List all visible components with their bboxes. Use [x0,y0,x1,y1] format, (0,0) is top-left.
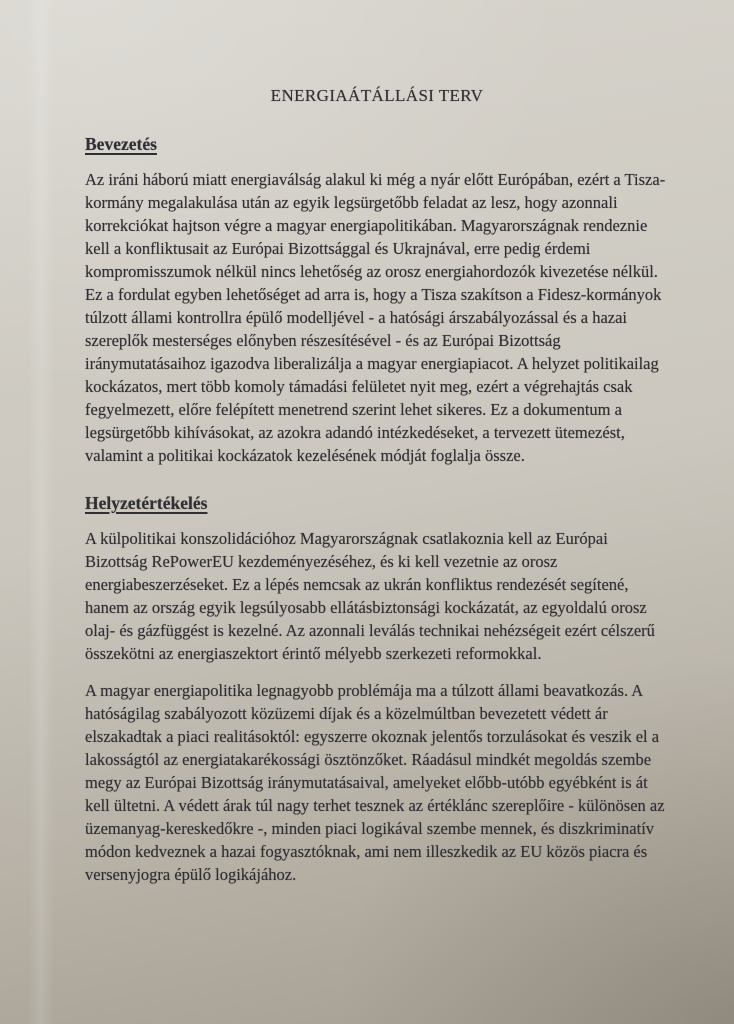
paragraph-helyzetertekeles-2: A magyar energiapolitika legnagyobb problémája ma a túlzott állami beavatkozás. A hatóságilag szabályozott közüzemi díjak és a közelmúltban bevezetett védett ár elszakadtak a piaci realitásoktól: egyszerre okoznak jelentős torzulásokat és veszik el a lakosságtól az energiatakarékossági ösztönzőket. Ráadásul mindkét megoldás szembe megy az Európai Bizottság iránymutatásaival, amelyeket előbb-utóbb egyébként is át kell ültetni. A védett árak túl nagy terhet tesznek az értéklánc szereplőire - különösen az üzemanyag-kereskedőkre -, minden piaci logikával szembe mennek, és diszkriminatív módon kedveznek a hazai fogyasztóknak, ami nem illeszkedik az EU közös piacra és versenyjogra épülő logikájához. [85,681,665,884]
paragraph-bevezetes-1: Az iráni háború miatt energiaválság alakul ki még a nyár előtt Európában, ezért a Tisza-kormány megalakulása után az egyik legsürgetőbb feladat az lesz, hogy azonnali korrekciókat hajtson végre a magyar energiapolitikában. Magyarországnak rendeznie kell a konfliktusait az Európai Bizottsággal és Ukrajnával, erre pedig érdemi kompromisszumok nélkül nincs lehetőség az orosz energiahordozók kivezetése nélkül. Ez a fordulat egyben lehetőséget ad arra is, hogy a Tisza szakítson a Fidesz-kormányok túlzott állami kontrollra épülő modelljével - a hatósági árszabályozással és a hazai szereplők mesterséges előnyben részesítésével - és az Európai Bizottság iránymutatásaihoz igazodva liberalizálja a magyar energiapiacot. A helyzet politikailag kockázatos, mert több komoly támadási felületet nyit meg, ezért a végrehajtás csak fegyelmezett, előre felépített menetrend szerint lehet sikeres. Ez a dokumentum a legsürgetőbb kihívásokat, az azokra adandó intézkedéseket, a tervezett ütemezést, valamint a politikai kockázatok kezelésének módját foglalja össze. [85,170,666,465]
section-heading-bevezetes: Bevezetés [85,134,157,154]
paragraph-helyzetertekeles-1: A külpolitikai konszolidációhoz Magyarországnak csatlakoznia kell az Európai Bizottság RePowerEU kezdeményezéséhez, és ki kell vezetnie az orosz energiabeszerzéseket. Ez a lépés nemcsak az ukrán konfliktus rendezését segítené, hanem az ország egyik legsúlyosabb ellátásbiztonsági kockázatát, az egyoldalú orosz olaj- és gázfüggést is kezelné. Az azonnali leválás technikai nehézségeit ezért célszerű összekötni az energiaszektort érintő mélyebb szerkezeti reformokkal. [85,529,655,663]
section-heading-helyzetertekeles: Helyzetértékelés [85,493,208,513]
document-content [85,86,669,886]
document-title: ENERGIAÁTÁLLÁSI TERV [270,86,484,105]
